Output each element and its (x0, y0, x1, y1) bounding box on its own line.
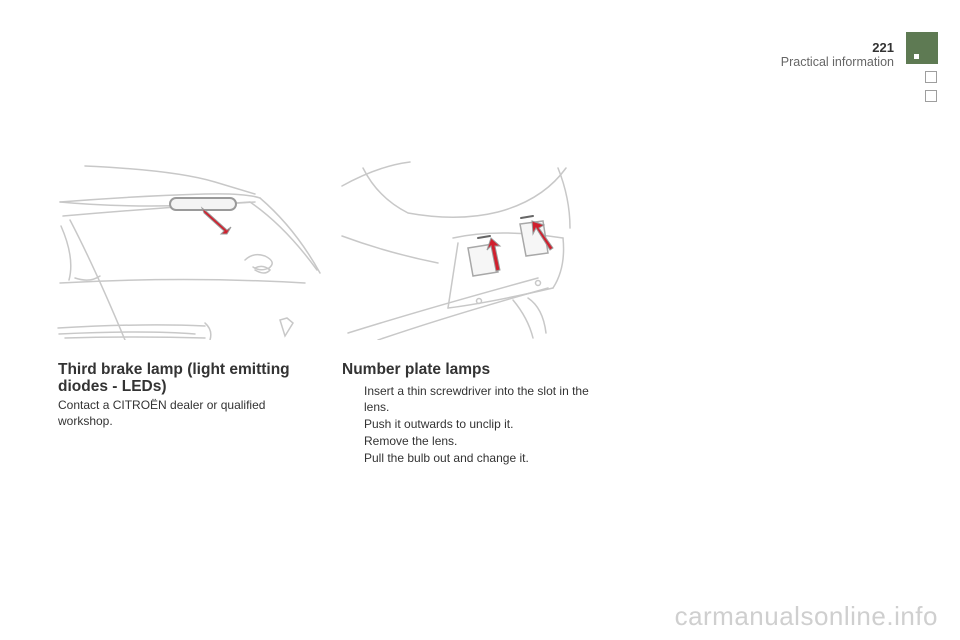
step-text: Insert a thin screwdriver into the slot in the lens. (364, 384, 589, 414)
chapter-tab[interactable] (925, 71, 937, 83)
car-rear-third-brake-lamp-icon (55, 158, 325, 340)
third-brake-lamp-heading: Third brake lamp (light emitting diodes - LEDs) (58, 361, 290, 395)
third-brake-lamp-body: Contact a CITROËN dealer or qualified workshop. (58, 398, 266, 428)
step-text: Push it outwards to unclip it. (364, 417, 514, 431)
step-text: Remove the lens. (364, 434, 458, 448)
watermark: carmanualsonline.info (674, 601, 938, 631)
step-text: Pull the bulb out and change it. (364, 451, 529, 465)
chapter-tab-active[interactable] (906, 32, 938, 64)
number-plate-lamps-heading: Number plate lamps (342, 361, 491, 378)
number-plate-lamps-icon (338, 158, 578, 340)
section-title: Practical information (780, 55, 894, 69)
list-item (342, 433, 607, 449)
page-header (781, 40, 894, 69)
page-number: 221 (872, 40, 894, 55)
list-item (342, 450, 607, 466)
list-item (342, 383, 607, 415)
chapter-tab[interactable] (925, 90, 937, 102)
list-item (342, 416, 607, 432)
tab-marker-icon (914, 54, 919, 59)
number-plate-steps-list (342, 383, 607, 467)
